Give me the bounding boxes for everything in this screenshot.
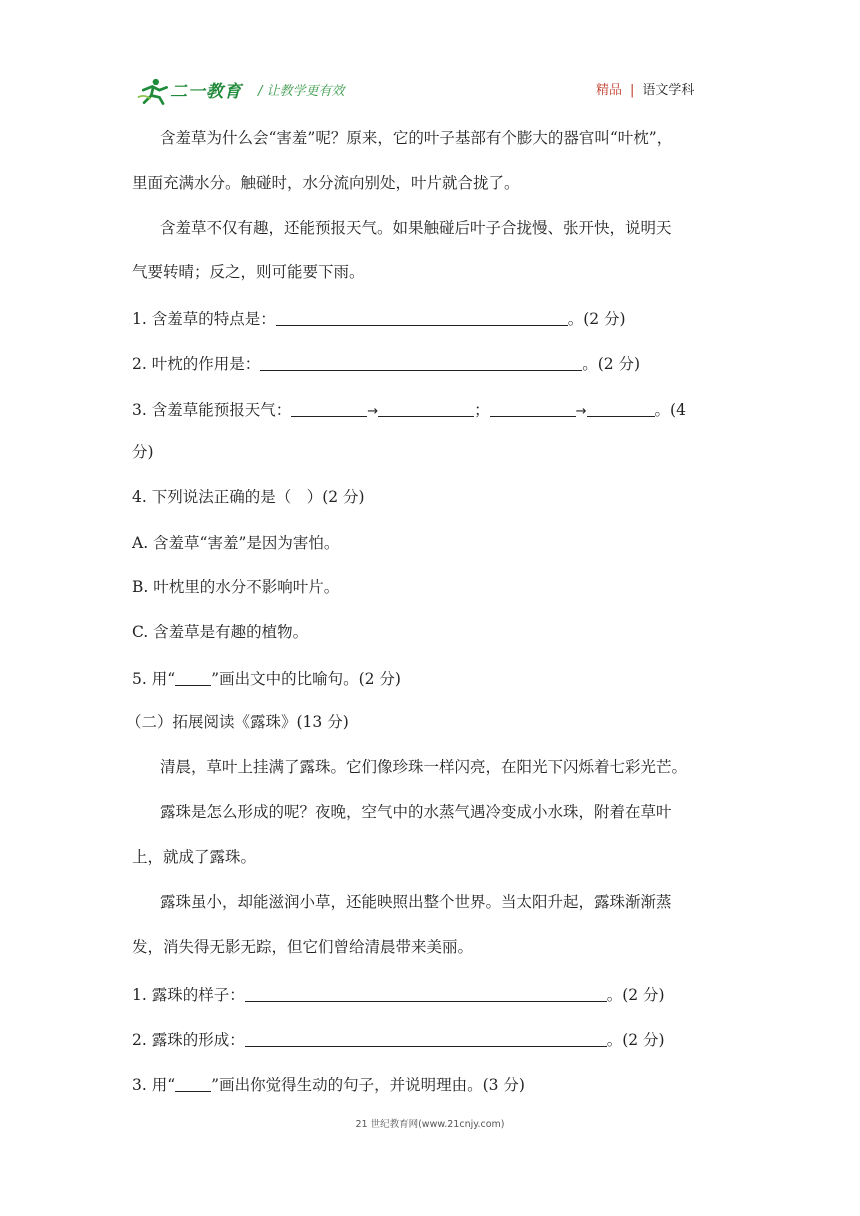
section-2-paragraph-1: 清晨，草叶上挂满了露珠。它们像珍珠一样闪亮，在阳光下闪烁着七彩光芒。: [160, 758, 688, 776]
question-3-prompt: 3. 含羞草能预报天气：: [132, 401, 292, 419]
section-2-question-2: [132, 1031, 665, 1049]
underline-sample: [175, 1076, 211, 1092]
option-a[interactable]: A. 含羞草“害羞”是因为害怕。: [132, 534, 340, 552]
question-2: [132, 355, 640, 373]
arrow-icon: →: [575, 404, 587, 419]
section-2-paragraph-2-line-1: 露珠是怎么形成的呢？夜晚，空气中的水蒸气遇冷变成小水珠，附着在草叶: [160, 803, 672, 821]
logo-text: 二一教育: [170, 82, 242, 102]
option-b[interactable]: B. 叶枕里的水分不影响叶片。: [132, 578, 340, 596]
question-1-score: 。(2 分): [567, 310, 626, 328]
question-5-text: ”画出文中的比喻句。(2 分): [211, 670, 401, 688]
semicolon: ；: [474, 401, 490, 419]
paragraph-2-line-1: 含羞草不仅有趣，还能预报天气。如果触碰后叶子合拢慢、张开快，说明天: [160, 219, 672, 237]
arrow-icon: →: [367, 404, 379, 419]
quality-tag: 精品: [596, 83, 623, 98]
answer-blank[interactable]: [245, 1031, 607, 1047]
section-2-question-1-score: 。(2 分): [606, 986, 665, 1004]
question-4: 4. 下列说法正确的是（ ）(2 分): [132, 488, 365, 506]
answer-blank[interactable]: [587, 401, 655, 417]
question-3-continued: 分): [132, 443, 154, 461]
section-2-question-3: [132, 1076, 525, 1094]
answer-blank[interactable]: [291, 401, 367, 417]
section-2-question-3-text: ”画出你觉得生动的句子，并说明理由。(3 分): [211, 1076, 525, 1094]
question-3-score: 。(4: [654, 401, 686, 419]
option-c[interactable]: C. 含羞草是有趣的植物。: [132, 623, 309, 641]
section-2-question-1: [132, 986, 665, 1004]
question-5: [132, 670, 401, 688]
page-header: [0, 70, 860, 110]
question-1-prompt: 1. 含羞草的特点是：: [132, 310, 276, 328]
underline-sample: [175, 670, 211, 686]
paragraph-1-line-2: 里面充满水分。触碰时，水分流向别处，叶片就合拢了。: [132, 174, 520, 192]
page-footer: 21 世纪教育网(www.21cnjy.com): [355, 1119, 505, 1130]
header-right: [596, 79, 694, 98]
question-5-prefix: 5. 用“: [132, 670, 176, 688]
question-3: [132, 401, 686, 419]
question-1: [132, 310, 626, 328]
section-2-paragraph-2-line-2: 上，就成了露珠。: [132, 848, 257, 866]
answer-blank[interactable]: [490, 401, 576, 417]
subject-label: 语文学科: [642, 83, 695, 98]
section-2-paragraph-3-line-1: 露珠虽小，却能滋润小草，还能映照出整个世界。当太阳升起，露珠渐渐蒸: [160, 893, 672, 911]
runner-logo-icon: [136, 76, 172, 106]
section-2-paragraph-3-line-2: 发，消失得无影无踪，但它们曾给清晨带来美丽。: [132, 938, 474, 956]
paragraph-2-line-2: 气要转晴；反之，则可能要下雨。: [132, 263, 365, 281]
answer-blank[interactable]: [276, 310, 568, 326]
question-2-prompt: 2. 叶枕的作用是：: [132, 355, 261, 373]
section-2-question-2-prompt: 2. 露珠的形成：: [132, 1031, 245, 1049]
header-slogan: / 让教学更有效: [258, 84, 345, 99]
answer-blank[interactable]: [260, 355, 582, 371]
paragraph-1-line-1: 含羞草为什么会“害羞”呢？原来，它的叶子基部有个膨大的器官叫“叶枕”，: [160, 129, 673, 147]
section-2-title: （二）拓展阅读《露珠》(13 分): [126, 713, 349, 731]
question-2-score: 。(2 分): [582, 355, 641, 373]
answer-blank[interactable]: [245, 986, 607, 1002]
section-2-question-1-prompt: 1. 露珠的样子：: [132, 986, 245, 1004]
section-2-question-2-score: 。(2 分): [606, 1031, 665, 1049]
answer-blank[interactable]: [378, 401, 474, 417]
section-2-question-3-prefix: 3. 用“: [132, 1076, 176, 1094]
header-separator: |: [630, 83, 635, 98]
